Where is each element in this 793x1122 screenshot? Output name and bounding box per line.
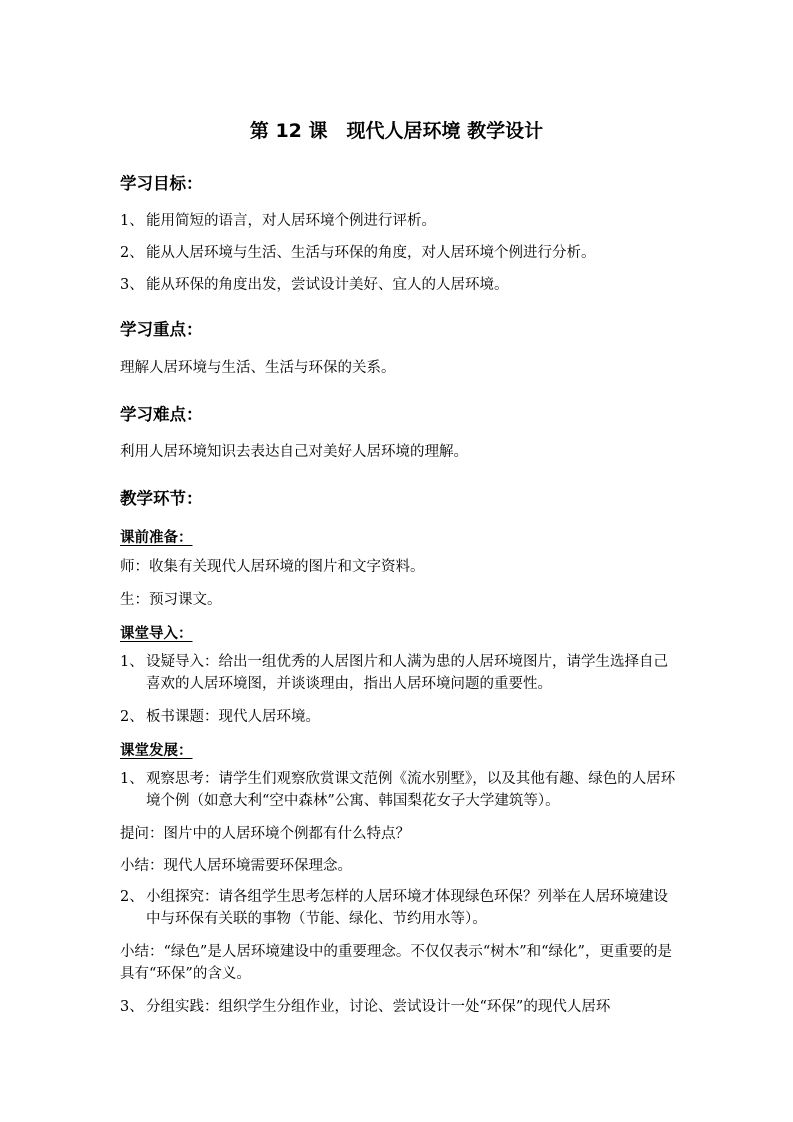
key-points-text: 理解人居环境与生活、生活与环保的关系。 <box>120 360 396 376</box>
difficulties-text: 利用人居环境知识去表达自己对美好人居环境的理解。 <box>120 444 468 460</box>
intro-item-text: 板书课题：现代人居环境。 <box>146 709 320 725</box>
develop-item-3 <box>120 996 680 1018</box>
prep-heading: 课前准备： <box>120 530 193 546</box>
develop-item-number: 3、 <box>120 999 144 1015</box>
develop-question: 提问：图片中的人居环境个例都有什么特点？ <box>120 826 410 842</box>
prep-student: 生：预习课文。 <box>120 592 222 608</box>
goal-item-1 <box>120 210 680 232</box>
goal-item-number: 2、 <box>120 245 144 261</box>
goal-item-text: 能用简短的语言，对人居环境个例进行评析。 <box>146 213 436 229</box>
develop-item-text: 观察思考：请学生们观察欣赏课文范例《流水别墅》，以及其他有趣、绿色的人居环境个例（如意大利“空中森林”公寓、韩国梨花女子大学建筑等）。 <box>146 771 676 809</box>
goal-item-number: 1、 <box>120 213 144 229</box>
page-title: 第 12 课 现代人居环境 教学设计 <box>249 120 544 142</box>
difficulties-heading: 学习难点： <box>120 405 203 424</box>
develop-item-text: 小组探究：请各组学生思考怎样的人居环境才体现绿色环保？列举在人居环境建设中与环保有关联的事物（节能、绿化、节约用水等）。 <box>146 889 668 927</box>
develop-item-1 <box>120 768 680 812</box>
goal-item-text: 能从环保的角度出发，尝试设计美好、宜人的人居环境。 <box>146 277 509 293</box>
develop-summary-2: 小结：“绿色”是人居环境建设中的重要理念。不仅仅表示“树木”和“绿化”，更重要的是具有“环保”的含义。 <box>120 944 672 982</box>
develop-item-number: 2、 <box>120 889 144 905</box>
intro-item-text: 设疑导入：给出一组优秀的人居图片和人满为患的人居环境图片，请学生选择自己喜欢的人居环境图，并谈谈理由，指出人居环境问题的重要性。 <box>146 654 668 692</box>
goal-item-text: 能从人居环境与生活、生活与环保的角度，对人居环境个例进行分析。 <box>146 245 596 261</box>
intro-item-number: 2、 <box>120 709 144 725</box>
key-points-heading: 学习重点： <box>120 320 203 339</box>
develop-item-2 <box>120 886 680 930</box>
intro-heading: 课堂导入： <box>120 626 193 642</box>
goal-item-3 <box>120 274 680 296</box>
intro-item-1 <box>120 651 680 695</box>
goals-heading: 学习目标： <box>120 174 203 193</box>
prep-teacher: 师：收集有关现代人居环境的图片和文字资料。 <box>120 559 425 575</box>
steps-heading: 教学环节： <box>120 489 203 508</box>
goal-item-2 <box>120 242 680 264</box>
develop-summary-1: 小结：现代人居环境需要环保理念。 <box>120 858 352 874</box>
intro-item-2 <box>120 706 680 728</box>
intro-item-number: 1、 <box>120 654 144 670</box>
develop-item-number: 1、 <box>120 771 144 787</box>
develop-item-text: 分组实践：组织学生分组作业，讨论、尝试设计一处“环保”的现代人居环 <box>146 999 611 1015</box>
goal-item-number: 3、 <box>120 277 144 293</box>
develop-heading: 课堂发展： <box>120 743 193 759</box>
